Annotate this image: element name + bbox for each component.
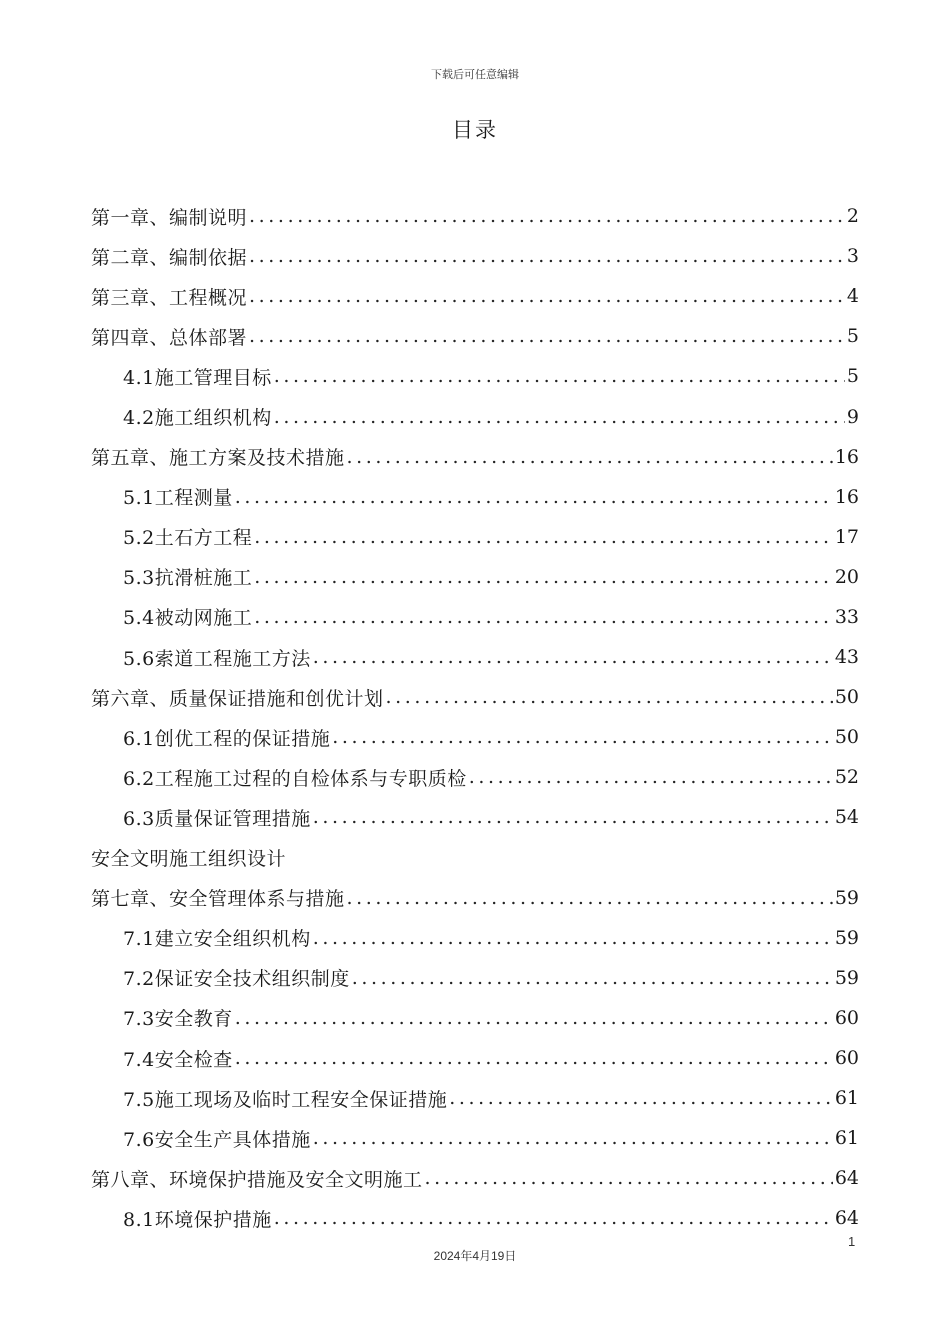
- toc-entry-page: 54: [834, 806, 859, 829]
- toc-leader-dots: [272, 1207, 833, 1229]
- toc-entry-label: 7.2保证安全技术组织制度: [123, 968, 350, 991]
- toc-entry-label: 第六章、质量保证措施和创优计划: [91, 687, 384, 710]
- toc-leader-dots: [311, 1127, 833, 1149]
- toc-leader-dots: [272, 406, 845, 428]
- toc-entry[interactable]: [91, 717, 859, 757]
- toc-entry[interactable]: [91, 1038, 859, 1078]
- toc-entry[interactable]: [91, 637, 859, 677]
- toc-entry[interactable]: [91, 396, 859, 436]
- toc-entry-page: 20: [834, 565, 859, 588]
- toc-entry-page: 3: [846, 245, 859, 268]
- toc-entry-label: 5.2土石方工程: [123, 527, 253, 550]
- toc-entry-label: 第七章、安全管理体系与措施: [91, 888, 345, 911]
- toc-leader-dots: [384, 686, 833, 708]
- toc-leader-dots: [311, 806, 833, 828]
- toc-entry[interactable]: [91, 597, 859, 637]
- toc-entry-page: 61: [834, 1087, 859, 1110]
- toc-entry-page: 2: [846, 205, 859, 228]
- toc-entry-page: 59: [834, 926, 859, 949]
- toc-entry-label: 6.3质量保证管理措施: [123, 807, 311, 830]
- toc-leader-dots: [252, 566, 833, 588]
- toc-leader-dots: [272, 365, 845, 387]
- toc-entry-page: 50: [834, 686, 859, 709]
- toc-entry-label: 第八章、环境保护措施及安全文明施工: [91, 1168, 423, 1191]
- toc-entry-page: 4: [846, 285, 859, 308]
- toc-leader-dots: [233, 486, 833, 508]
- toc-entry[interactable]: [91, 196, 859, 236]
- toc-entry-label: 7.3安全教育: [123, 1008, 233, 1031]
- toc-entry-label: 安全文明施工组织设计: [91, 848, 287, 871]
- toc-leader-dots: [345, 887, 833, 909]
- toc-entry[interactable]: [91, 316, 859, 356]
- toc-leader-dots: [423, 1167, 833, 1189]
- toc-entry-page: 33: [834, 605, 859, 628]
- toc-entry-page: 17: [834, 525, 859, 548]
- header-note: 下载后可任意编辑: [431, 68, 519, 81]
- toc-entry-page: 50: [834, 726, 859, 749]
- toc-leader-dots: [345, 446, 833, 468]
- toc-entry[interactable]: [91, 1118, 859, 1158]
- toc-entry-page: 64: [834, 1207, 859, 1230]
- toc-entry-label: 第五章、施工方案及技术措施: [91, 447, 345, 470]
- toc-entry[interactable]: [91, 557, 859, 597]
- toc-entry-label: 第三章、工程概况: [91, 286, 248, 309]
- toc-entry-page: 5: [846, 365, 859, 388]
- toc-entry-label: 5.6索道工程施工方法: [123, 647, 311, 670]
- toc-entry-page: 60: [834, 1047, 859, 1070]
- toc-entry[interactable]: [91, 1078, 859, 1118]
- toc-entry-label: 第一章、编制说明: [91, 206, 248, 229]
- toc-title: 目录: [452, 118, 498, 142]
- toc-entry-page: 52: [834, 766, 859, 789]
- toc-entry[interactable]: [91, 356, 859, 396]
- toc-entry-label: 7.5施工现场及临时工程安全保证措施: [123, 1088, 448, 1111]
- toc-entry-page: 60: [834, 1006, 859, 1029]
- toc-entry-label: 5.1工程测量: [123, 487, 233, 510]
- toc-entry[interactable]: [91, 998, 859, 1038]
- toc-leader-dots: [247, 285, 845, 307]
- toc-leader-dots: [447, 1087, 833, 1109]
- toc-entry-label: 5.3抗滑桩施工: [123, 567, 253, 590]
- toc-entry[interactable]: [91, 958, 859, 998]
- toc-entry[interactable]: [91, 677, 859, 717]
- toc-entry[interactable]: [91, 517, 859, 557]
- toc-entry-page: 5: [846, 325, 859, 348]
- toc-leader-dots: [247, 325, 845, 347]
- toc-entry-label: 8.1环境保护措施: [123, 1208, 272, 1231]
- toc-entry-page: 61: [834, 1127, 859, 1150]
- toc-entry-page: 43: [834, 646, 859, 669]
- toc-entry[interactable]: [91, 437, 859, 477]
- toc-entry-label: 6.2工程施工过程的自检体系与专职质检: [123, 767, 467, 790]
- toc-entry[interactable]: [91, 838, 859, 878]
- toc-entry-label: 7.1建立安全组织机构: [123, 928, 311, 951]
- toc-entry-label: 4.1施工管理目标: [123, 366, 272, 389]
- toc-leader-dots: [233, 1007, 833, 1029]
- toc-entry[interactable]: [91, 878, 859, 918]
- toc-entry-page: 59: [834, 966, 859, 989]
- toc-entry-page: 64: [834, 1167, 859, 1190]
- toc-entry-page: 16: [834, 485, 859, 508]
- table-of-contents: [91, 196, 859, 1238]
- toc-leader-dots: [247, 245, 845, 267]
- toc-entry-label: 第四章、总体部署: [91, 326, 248, 349]
- toc-entry-page: 9: [846, 405, 859, 428]
- footer-date: 2024年4月19日: [433, 1249, 517, 1263]
- toc-entry-label: 7.6安全生产具体措施: [123, 1128, 311, 1151]
- toc-entry[interactable]: [91, 918, 859, 958]
- toc-entry-label: 6.1创优工程的保证措施: [123, 727, 331, 750]
- toc-entry[interactable]: [91, 477, 859, 517]
- toc-entry[interactable]: [91, 276, 859, 316]
- toc-entry-page: 59: [834, 886, 859, 909]
- toc-leader-dots: [467, 766, 833, 788]
- toc-entry[interactable]: [91, 1198, 859, 1238]
- toc-entry[interactable]: [91, 1158, 859, 1198]
- toc-entry[interactable]: [91, 757, 859, 797]
- toc-entry-label: 5.4被动网施工: [123, 607, 253, 630]
- toc-entry-page: 16: [834, 445, 859, 468]
- toc-leader-dots: [311, 927, 833, 949]
- toc-entry-label: 4.2施工组织机构: [123, 407, 272, 430]
- toc-leader-dots: [252, 526, 833, 548]
- toc-leader-dots: [311, 646, 833, 668]
- toc-leader-dots: [247, 205, 845, 227]
- toc-entry[interactable]: [91, 236, 859, 276]
- page-number: 1: [848, 1234, 856, 1249]
- toc-entry-label: 第二章、编制依据: [91, 246, 248, 269]
- toc-leader-dots: [350, 967, 833, 989]
- toc-leader-dots: [252, 606, 833, 628]
- toc-entry[interactable]: [91, 797, 859, 837]
- toc-leader-dots: [330, 726, 833, 748]
- toc-entry-label: 7.4安全检查: [123, 1048, 233, 1071]
- toc-leader-dots: [233, 1047, 833, 1069]
